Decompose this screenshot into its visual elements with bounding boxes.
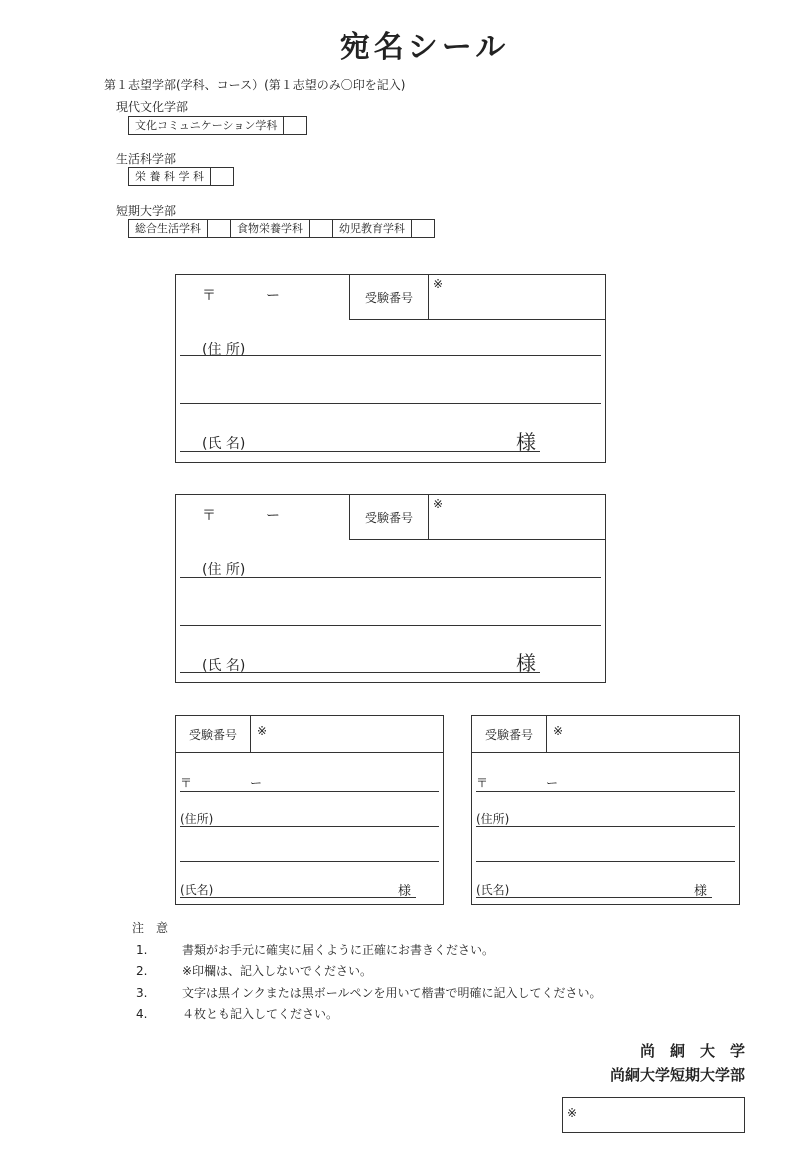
department-choice-group-1 bbox=[128, 116, 307, 135]
address-label-card-2 bbox=[175, 494, 606, 683]
exam-number-box bbox=[176, 716, 443, 753]
postal-mark: 〒 bbox=[476, 776, 489, 790]
faculty-name-3: 短期大学部 bbox=[116, 204, 177, 218]
department-choice-group-2 bbox=[128, 167, 234, 186]
department-check-box[interactable] bbox=[412, 220, 434, 237]
postal-mark: 〒 bbox=[202, 288, 216, 304]
note-text: ※印欄は、記入しないでください。 bbox=[182, 964, 373, 978]
department-check-box[interactable] bbox=[310, 220, 333, 237]
address-line-2[interactable] bbox=[476, 861, 735, 862]
note-text: ４枚とも記入してください。 bbox=[182, 1007, 339, 1021]
address-line-1[interactable] bbox=[180, 826, 439, 827]
address-line-2[interactable] bbox=[180, 403, 601, 404]
address-label: (住 所) bbox=[202, 342, 246, 358]
exam-number-mark: ※ bbox=[433, 497, 444, 511]
honorific: 様 bbox=[694, 884, 708, 899]
note-number: 2. bbox=[136, 964, 148, 978]
department-label: 幼児教育学科 bbox=[333, 220, 412, 237]
address-line-1[interactable] bbox=[180, 577, 601, 578]
name-line[interactable] bbox=[180, 672, 540, 673]
exam-number-label: 受験番号 bbox=[472, 716, 547, 752]
department-check-box[interactable] bbox=[211, 168, 233, 185]
exam-number-label: 受験番号 bbox=[176, 716, 251, 752]
notes-section bbox=[120, 918, 602, 1026]
name-label: (氏名) bbox=[476, 883, 510, 897]
department-check-box[interactable] bbox=[208, 220, 231, 237]
small-label-card-1 bbox=[175, 715, 444, 905]
notes-heading: 注 意 bbox=[132, 921, 169, 935]
name-line[interactable] bbox=[180, 451, 540, 452]
intro-text: 第１志望学部(学科、コース）(第１志望のみ〇印を記入) bbox=[104, 78, 406, 92]
department-label: 食物栄養学科 bbox=[231, 220, 310, 237]
note-number: 1. bbox=[136, 942, 148, 957]
address-line-1[interactable] bbox=[180, 355, 601, 356]
note-text: 書類がお手元に確実に届くように正確にお書きください。 bbox=[182, 942, 495, 957]
faculty-name-2: 生活科学部 bbox=[116, 152, 177, 166]
department-label: 総合生活学科 bbox=[129, 220, 208, 237]
address-label: (住所) bbox=[180, 812, 214, 826]
postal-dash: ー bbox=[546, 776, 559, 790]
address-label-card-1 bbox=[175, 274, 606, 463]
exam-number-box bbox=[349, 275, 605, 320]
address-line-1[interactable] bbox=[476, 826, 735, 827]
address-line-2[interactable] bbox=[180, 625, 601, 626]
department-label: 栄 養 科 学 科 bbox=[129, 168, 211, 185]
honorific: 様 bbox=[398, 884, 412, 899]
postal-mark: 〒 bbox=[202, 508, 216, 524]
note-item bbox=[120, 940, 602, 962]
page-title: 宛名シール bbox=[339, 30, 510, 65]
address-line-2[interactable] bbox=[180, 861, 439, 862]
department-check-box[interactable] bbox=[284, 117, 306, 134]
postal-dash: ー bbox=[250, 776, 263, 790]
faculty-name-1: 現代文化学部 bbox=[116, 100, 189, 114]
small-label-card-2 bbox=[471, 715, 740, 905]
note-text: 文字は黒インクまたは黒ボールペンを用いて楷書で明確に記入してください。 bbox=[182, 985, 602, 1000]
university-name: 尚 絅 大 学 bbox=[639, 1042, 745, 1060]
postal-line[interactable] bbox=[476, 791, 735, 792]
exam-number-mark: ※ bbox=[433, 277, 444, 291]
exam-number-box bbox=[472, 716, 739, 753]
note-item bbox=[120, 1004, 602, 1026]
name-line[interactable] bbox=[180, 897, 416, 898]
department-choice-group-3 bbox=[128, 219, 435, 238]
department-label: 文化コミュニケーション学科 bbox=[129, 117, 284, 134]
postal-dash: ー bbox=[266, 288, 280, 304]
address-label: (住所) bbox=[476, 812, 510, 826]
note-item bbox=[120, 961, 602, 983]
name-line[interactable] bbox=[476, 897, 712, 898]
note-number: 3. bbox=[136, 985, 148, 1000]
note-item bbox=[120, 983, 602, 1005]
name-label: (氏 名) bbox=[202, 436, 246, 452]
exam-number-label: 受験番号 bbox=[350, 275, 429, 319]
exam-number-mark: ※ bbox=[257, 724, 268, 738]
honorific: 様 bbox=[516, 651, 536, 675]
exam-number-mark: ※ bbox=[553, 724, 564, 738]
exam-number-label: 受験番号 bbox=[350, 495, 429, 539]
postal-line[interactable] bbox=[180, 791, 439, 792]
office-use-box: ※ bbox=[562, 1097, 745, 1133]
name-label: (氏名) bbox=[180, 883, 214, 897]
address-label: (住 所) bbox=[202, 562, 246, 578]
note-number: 4. bbox=[136, 1007, 148, 1021]
exam-number-box bbox=[349, 495, 605, 540]
postal-mark: 〒 bbox=[180, 776, 193, 790]
honorific: 様 bbox=[516, 430, 536, 454]
postal-dash: ー bbox=[266, 508, 280, 524]
name-label: (氏 名) bbox=[202, 658, 246, 674]
junior-college-name: 尚絅大学短期大学部 bbox=[609, 1066, 745, 1084]
